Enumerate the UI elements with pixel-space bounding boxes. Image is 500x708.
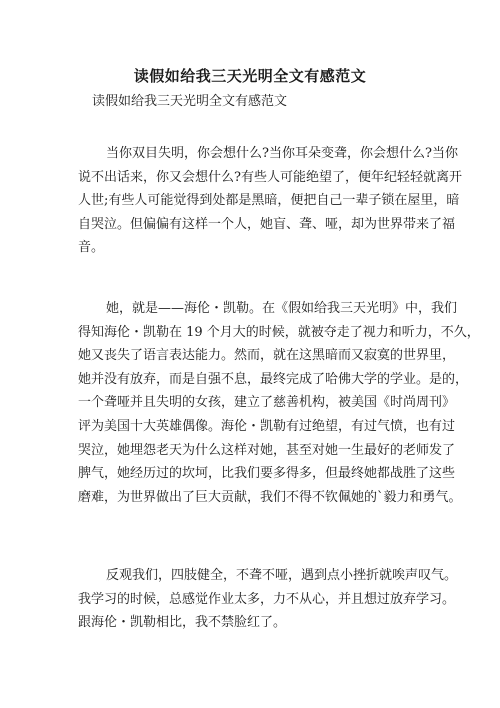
paragraph-line: 哭泣，她埋怨老天为什么这样对她，甚至对她一生最好的老师发了 [78,442,456,458]
paragraph-2 [78,297,480,509]
paragraph-3 [78,564,458,635]
paragraph-line: 脾气，她经历过的坎坷，比我们要多得多，但最终她都战胜了这些 [78,466,456,482]
paragraph-line: 她又丧失了语言表达能力。然而，就在这黑暗而又寂寞的世界里， [78,348,456,364]
paragraph-line: 人世;有些人可能觉得到处都是黑暗，便把自己一辈子锁在屋里，暗 [78,193,460,209]
paragraph-line: 反观我们，四肢健全，不聋不哑，遇到点小挫折就唉声叹气。 [106,568,458,583]
paragraph-line: 我学习的时候，总感觉作业太多，力不从心，并且想过放弃学习。 [78,591,456,607]
paragraph-line: 说不出话来，你又会想什么?有些人可能绝望了，便年纪轻轻就离开 [78,169,462,185]
paragraph-line: 得知海伦・凯勒在 19 个月大的时候，就被夺走了视力和听力，不久， [78,324,480,340]
paragraph-line: 自哭泣。但偏偏有这样一个人，她盲、聋、哑，却为世界带来了福 [78,216,456,232]
paragraph-line: 她并没有放弃，而是自强不息，最终完成了哈佛大学的学业。是的， [78,371,469,387]
page-title: 读假如给我三天光明全文有感范文 [133,67,367,85]
paragraph-line: 当你双目失明，你会想什么?当你耳朵变聋，你会想什么?当你 [106,146,458,161]
paragraph-line: 音。 [78,240,105,256]
paragraph-1 [78,142,462,260]
page-subtitle: 读假如给我三天光明全文有感范文 [92,94,288,109]
paragraph-line: 磨难，为世界做出了巨大贡献，我们不得不钦佩她的`毅力和勇气。 [78,489,462,505]
paragraph-line: 跟海伦・凯勒相比，我不禁脸红了。 [78,615,287,631]
paragraph-line: 评为美国十大英雄偶像。海伦・凯勒有过绝望，有过气愤，也有过 [78,418,456,434]
paragraph-line: 一个聋哑并且失明的女孩，建立了慈善机构，被美国《时尚周刊》 [78,395,456,411]
paragraph-line: 她，就是——海伦・凯勒。在《假如给我三天光明》中，我们 [106,301,458,316]
